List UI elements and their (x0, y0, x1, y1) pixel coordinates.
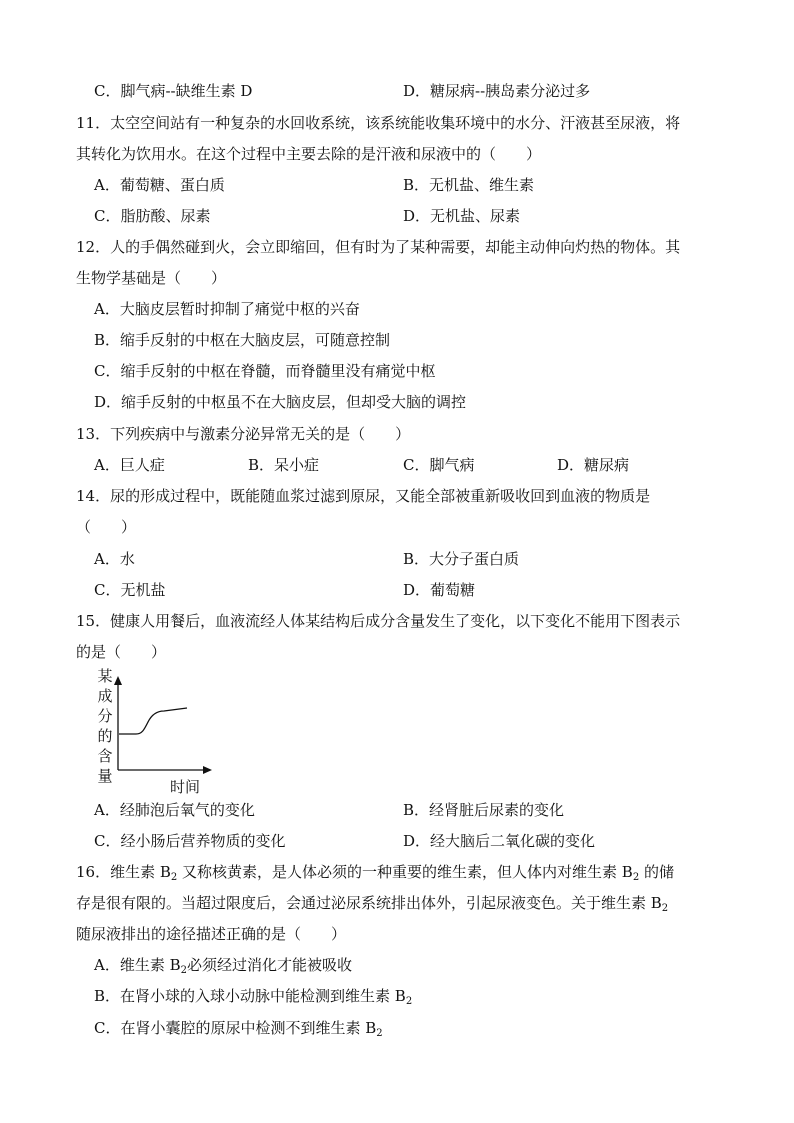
q14-option-b: B．大分子蛋白质 (403, 550, 520, 568)
q16-option-c: C．在肾小囊腔的原尿中检测不到维生素 $B_2$ (94, 1019, 383, 1039)
question-12-text: 12．人的手偶然碰到火，会立即缩回，但有时为了某种需要，却能主动伸向灼热的物体。其 (76, 238, 681, 256)
q15-option-d: D．经大脑后二氧化碳的变化 (403, 832, 596, 850)
question-16-text-cont2: 随尿液排出的途径描述正确的是（ ） (76, 925, 347, 943)
x-axis-arrow (203, 766, 212, 774)
question-15-text: 15．健康人用餐后，血液流经人体某结构后成分含量发生了变化，以下变化不能用下图表示 (76, 612, 681, 630)
question-11-text-cont: 其转化为饮用水。在这个过程中主要去除的是汗液和尿液中的（ ） (76, 145, 542, 163)
question-16-text: 16．维生素 $B_2$ 又称核黄素，是人体必须的一种重要的维生素，但人体内对维生素 $B_2$ 的储 (76, 863, 674, 883)
question-14-text-cont: （ ） (76, 518, 137, 536)
q12-option-c: C．缩手反射的中枢在脊髓，而脊髓里没有痛觉中枢 (94, 362, 436, 380)
q15-option-a: A．经肺泡后氧气的变化 (94, 801, 255, 819)
q12-option-d: D．缩手反射的中枢虽不在大脑皮层，但却受大脑的调控 (94, 393, 467, 411)
question-11-text: 11．太空空间站有一种复杂的水回收系统，该系统能收集环境中的水分、汗液甚至尿液，将 (76, 114, 681, 132)
q16-option-a: A．维生素 $B_2$必须经过消化才能被吸收 (94, 956, 353, 976)
q14-option-d: D．葡萄糖 (403, 581, 476, 599)
q15-option-b: B．经肾脏后尿素的变化 (403, 801, 565, 819)
q12-option-a: A．大脑皮层暂时抑制了痛觉中枢的兴奋 (94, 300, 360, 318)
q11-option-b: B．无机盐、维生素 (403, 176, 535, 194)
q11-option-d: D．无机盐、尿素 (403, 207, 521, 225)
q12-option-b: B．缩手反射的中枢在大脑皮层，可随意控制 (94, 331, 391, 349)
question-16-text-cont: 存是很有限的。当超过限度后，会通过泌尿系统排出体外，引起尿液变色。关于维生素 $B_2$ (76, 894, 669, 914)
option-d: D．糖尿病--胰岛素分泌过多 (403, 82, 591, 100)
question-13-text: 13．下列疾病中与激素分泌异常无关的是（ ） (76, 425, 411, 443)
graph-y-label: 某 成 分 的 含 量 (97, 667, 113, 785)
q13-option-c: C．脚气病 (403, 456, 475, 474)
q11-option-a: A．葡萄糖、蛋白质 (94, 176, 225, 194)
q11-option-c: C．脂肪酸、尿素 (94, 207, 211, 225)
question-15-text-cont: 的是（ ） (76, 643, 167, 661)
graph-x-label: 时间 (170, 778, 201, 796)
content-curve (119, 708, 187, 734)
q13-option-b: B．呆小症 (248, 456, 320, 474)
q15-option-c: C．经小肠后营养物质的变化 (94, 832, 286, 850)
q14-option-a: A．水 (94, 550, 135, 568)
option-c: C．脚气病--缺维生素 D (94, 82, 253, 100)
q14-option-c: C．无机盐 (94, 581, 166, 599)
question-14-text: 14．尿的形成过程中，既能随血浆过滤到原尿，又能全部被重新吸收回到血液的物质是 (76, 487, 651, 505)
y-axis-arrow (114, 676, 122, 685)
question-12-text-cont: 生物学基础是（ ） (76, 269, 227, 287)
q13-option-d: D．糖尿病 (557, 456, 630, 474)
q13-option-a: A．巨人症 (94, 456, 165, 474)
q16-option-b: B．在肾小球的入球小动脉中能检测到维生素 $B_2$ (94, 987, 413, 1007)
